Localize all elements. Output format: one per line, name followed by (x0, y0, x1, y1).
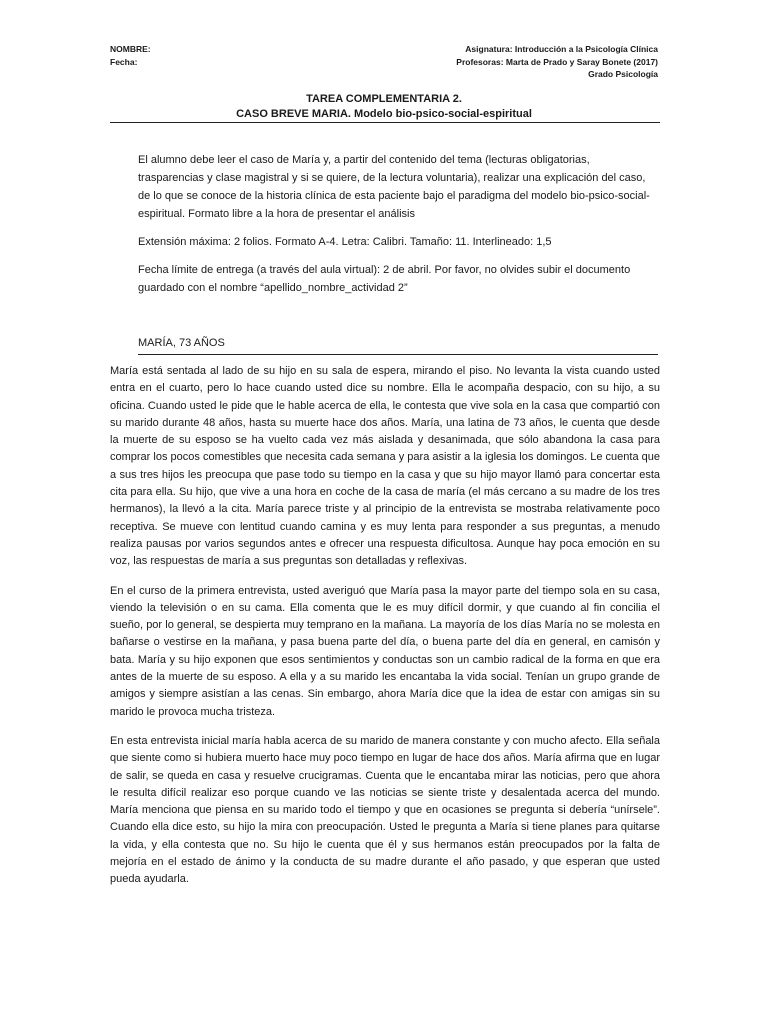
header-date-label: Fecha: (110, 56, 138, 67)
title-line-2: CASO BREVE MARIA. Modelo bio-psico-social-espiritual (236, 108, 532, 120)
instructions-paragraph: Fecha límite de entrega (a través del aula virtual): 2 de abril. Por favor, no olvides subir el documento guardado con el nombre “apellido_nombre_actividad 2” (138, 264, 631, 294)
instructions-paragraph: El alumno debe leer el caso de María y, a partir del contenido del tema (lecturas obligatorias, trasparencias y clase magistral y si se quiere, de la lectura voluntaria), realizar una explicación del caso, de lo que se conoce de la historia clínica de esta paciente bajo el paradigma del modelo bio-psico-social-espiritual. Formato libre a la hora de presentar el análisis (138, 154, 650, 220)
case-heading: MARÍA, 73 AÑOS (138, 337, 225, 349)
header-course-info (456, 43, 658, 81)
title-line-1: TAREA COMPLEMENTARIA 2. (306, 93, 462, 105)
header-name-label: NOMBRE: (110, 44, 151, 54)
instructions-section (138, 151, 656, 307)
case-paragraph: En esta entrevista inicial maría habla acerca de su marido de manera constante y con mucho afecto. Ella señala que siente como si hubiera muerto hace muy poco tiempo en lugar de hace dos años. María afirma que en lugar de salir, se queda en casa y resuelve crucigramas. Cuenta que le encantaba mirar las noticias, pero que ahora le resulta difícil realizar eso porque cuando ve las noticias se siente triste y desalentada acerca del mundo. María menciona que piensa en su marido todo el tiempo y que en ocasiones se pregunta si debería “unírsele”. Cuando ella dice esto, su hijo la mira con preocupación. Usted le pregunta a María si tiene planes para quitarse la vida, y ella contesta que no. Su hijo le cuenta que él y sus hermanos están preocupados por la falta de mejoría en el estado de ánimo y la conducta de su madre durante el año pasado, y que esperan que usted pueda ayudarla. (110, 734, 660, 886)
document-title (110, 92, 658, 122)
instructions-paragraph: Extensión máxima: 2 folios. Formato A-4. Letra: Calibri. Tamaño: 11. Interlineado: 1,5 (138, 236, 552, 248)
header-professors: Profesoras: Marta de Prado y Saray Bonete (2017) (456, 56, 658, 67)
case-paragraph: María está sentada al lado de su hijo en su sala de espera, mirando el piso. No levanta la vista cuando usted entra en el cuarto, pero lo hace cuando usted dice su nombre. Ella le acompaña despacio, con su hijo, a su oficina. Cuando usted le pide que le hable acerca de ella, le contesta que vive sola en la casa que compartió con su marido durante 48 años, hasta su muerte hace dos años. María, una latina de 73 años, le cuenta que desde la muerte de su esposo se ha vuelto cada vez más aislada y desanimada, que sólo abandona la casa para comprar los pocos comestibles que necesita cada semana y para asistir a la iglesia los domingos. Le cuenta que a sus tres hijos les preocupa que pase todo su tiempo en la casa y que su hijo mayor llamó para concertar esta cita para ella. Su hijo, que vive a una hora en coche de la casa de maría (el más cercano a su madre de los tres hermanos), la llevó a la cita. María parece triste y al principio de la entrevista se mostraba relativamente poco receptiva. Se mueve con lentitud cuando camina y es muy lenta para responder a sus preguntas, a menudo realiza pausas por varios segundos antes e ofrecer una respuesta dificultosa. Aunque hay poca emoción en su voz, las respuestas de maría a sus preguntas son detalladas y reflexivas. (110, 365, 660, 568)
header-degree: Grado Psicología (588, 69, 658, 79)
header-student-fields (110, 43, 151, 68)
case-body (110, 363, 660, 901)
header-subject: Asignatura: Introducción a la Psicología Clínica (465, 44, 658, 54)
title-divider (110, 122, 660, 123)
case-paragraph: En el curso de la primera entrevista, usted averiguó que María pasa la mayor parte del tiempo sola en su casa, viendo la televisión o en su cama. Ella comenta que le es muy difícil dormir, y que cuando al fin concilia el sueño, por lo general, se despierta muy temprano en la mañana. La mayoría de los días María no se molesta en bañarse o vestirse en la mañana, y pasa buena parte del día, o buena parte del día en general, en camisón y bata. María y su hijo exponen que esos sentimientos y conductas son un cambio radical de la forma en que era antes de la muerte de su esposo. A ella y a su marido les encantaba la vida social. Tenían un grupo grande de amigos y siempre asistían a las cenas. Sin embargo, ahora María dice que la idea de estar con amigas sin su marido le provoca mucha tristeza. (110, 584, 660, 718)
case-heading-divider (138, 354, 658, 355)
